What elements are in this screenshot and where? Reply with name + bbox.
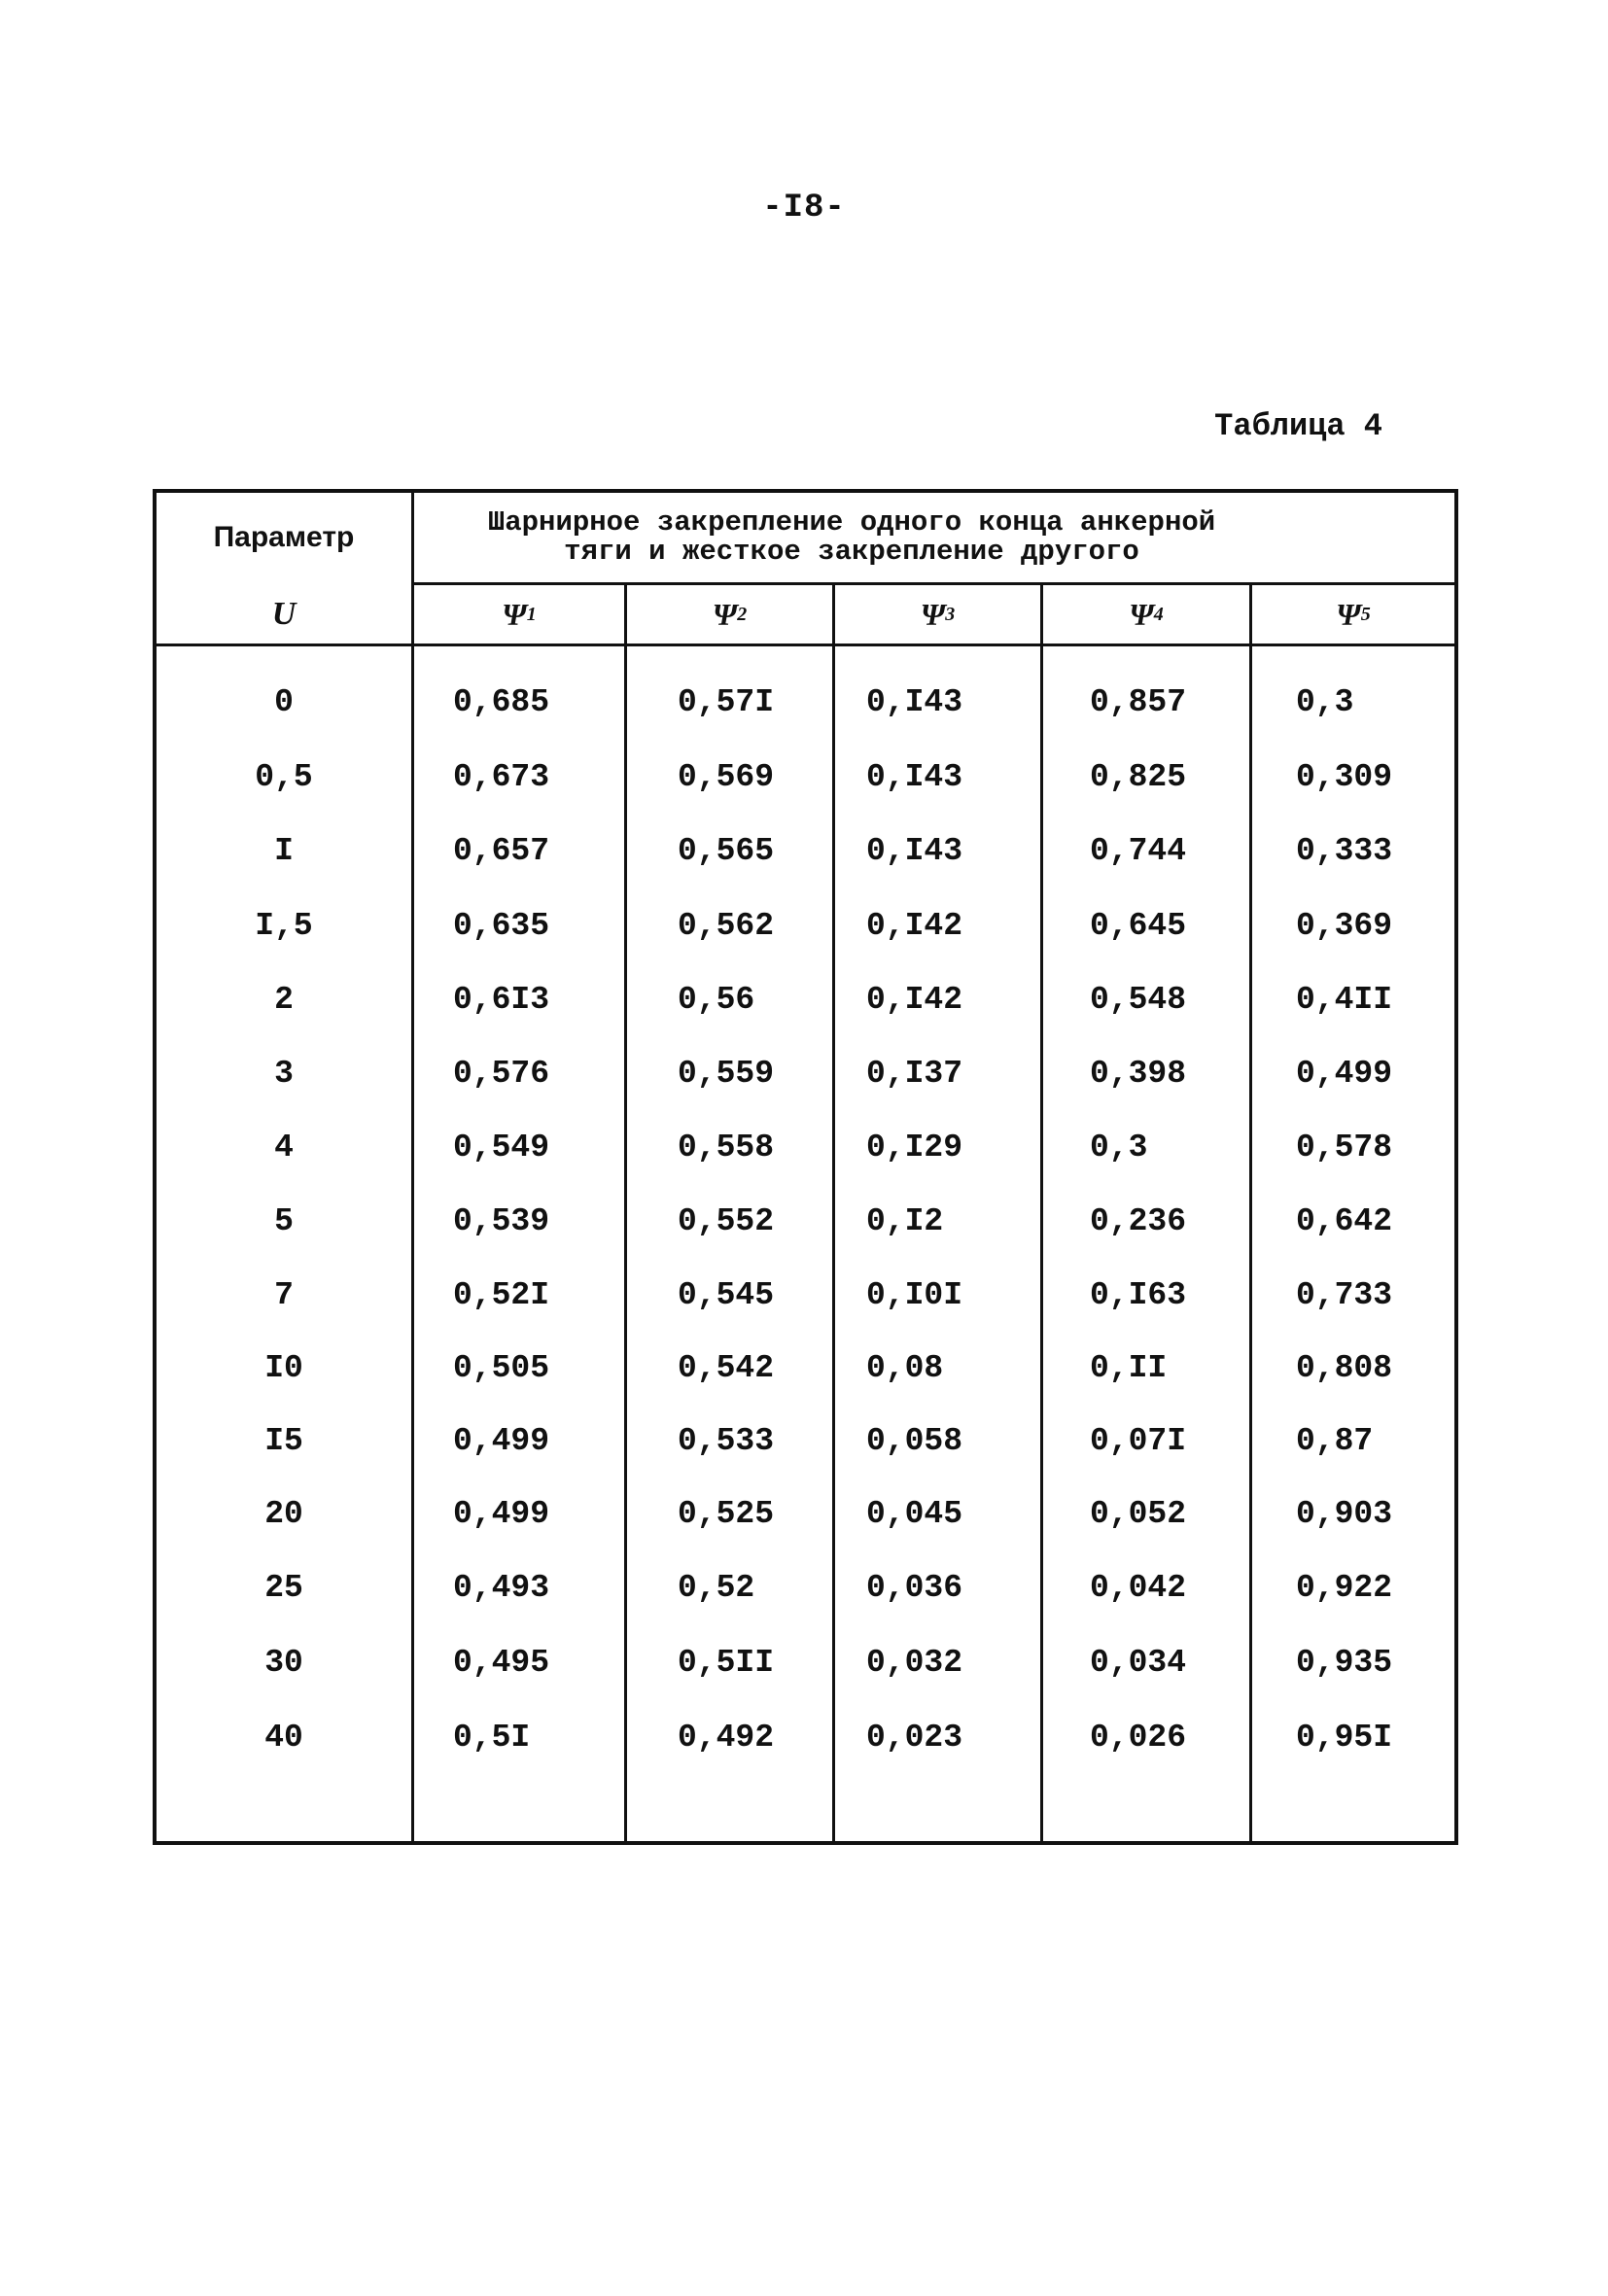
u-value: 5 (274, 1202, 294, 1239)
table-row (157, 1411, 1454, 1470)
psi3-value: 0,I43 (866, 758, 963, 795)
psi1-value: 0,539 (453, 1202, 550, 1239)
psi1-value: 0,493 (453, 1569, 550, 1606)
psi2-value: 0,492 (678, 1719, 775, 1756)
u-value: I (274, 832, 294, 869)
psi3-value: 0,I43 (866, 683, 963, 720)
psi4-value: 0,07I (1090, 1422, 1187, 1459)
table-row (157, 1339, 1454, 1397)
psi5-value: 0,369 (1296, 907, 1393, 944)
psi4-value: 0,548 (1090, 981, 1187, 1018)
group-header-line2: тяги и жесткое закрепление другого (564, 536, 1139, 568)
u-value: I5 (264, 1422, 303, 1459)
psi3-value: 0,I29 (866, 1129, 963, 1165)
psi4-value: 0,034 (1090, 1644, 1187, 1681)
psi4-value: 0,3 (1090, 1129, 1148, 1165)
table-row (157, 1044, 1454, 1102)
psi1-value: 0,5I (453, 1719, 531, 1756)
psi1-value: 0,685 (453, 683, 550, 720)
psi3-value: 0,I37 (866, 1055, 963, 1092)
group-header-line1: Шарнирное закрепление одного конца анкерной (487, 506, 1216, 539)
table-row (157, 748, 1454, 806)
u-value: 2 (274, 981, 294, 1018)
psi2-value: 0,559 (678, 1055, 775, 1092)
u-value: 3 (274, 1055, 294, 1092)
psi2-value: 0,565 (678, 832, 775, 869)
psi5-value: 0,922 (1296, 1569, 1393, 1606)
u-value: 25 (264, 1569, 303, 1606)
table-row (157, 1192, 1454, 1250)
psi1-value: 0,6I3 (453, 981, 550, 1018)
psi2-value: 0,56 (678, 981, 755, 1018)
psi5-value: 0,333 (1296, 832, 1393, 869)
page-number: -I8- (762, 190, 846, 226)
table-row (157, 896, 1454, 955)
psi1-value: 0,576 (453, 1055, 550, 1092)
psi3-value: 0,032 (866, 1644, 963, 1681)
u-value: 7 (274, 1276, 294, 1313)
psi2-value: 0,558 (678, 1129, 775, 1165)
u-value: I,5 (255, 907, 313, 944)
u-value: 4 (274, 1129, 294, 1165)
psi5-header: Ψ 5 (1336, 596, 1371, 632)
u-value: I0 (264, 1349, 303, 1386)
psi3-value: 0,I42 (866, 981, 963, 1018)
psi1-value: 0,495 (453, 1644, 550, 1681)
psi4-header: Ψ 4 (1129, 596, 1164, 632)
table-row (157, 1558, 1454, 1617)
table-row (157, 1633, 1454, 1691)
psi1-value: 0,657 (453, 832, 550, 869)
psi5-value: 0,3 (1296, 683, 1354, 720)
table-caption: Таблица 4 (1214, 408, 1382, 444)
psi5-value: 0,642 (1296, 1202, 1393, 1239)
psi2-value: 0,525 (678, 1495, 775, 1532)
psi1-value: 0,635 (453, 907, 550, 944)
u-value: 0,5 (255, 758, 313, 795)
psi5-value: 0,903 (1296, 1495, 1393, 1532)
u-value: 0 (274, 683, 294, 720)
psi5-value: 0,733 (1296, 1276, 1393, 1313)
psi1-value: 0,499 (453, 1495, 550, 1532)
table-row (157, 970, 1454, 1028)
psi2-value: 0,569 (678, 758, 775, 795)
psi5-value: 0,578 (1296, 1129, 1393, 1165)
psi2-value: 0,552 (678, 1202, 775, 1239)
psi4-value: 0,026 (1090, 1719, 1187, 1756)
u-value: 40 (264, 1719, 303, 1756)
psi2-value: 0,5II (678, 1644, 775, 1681)
data-table (153, 489, 1458, 1845)
psi2-header: Ψ 2 (712, 596, 748, 632)
header-bottom-line (157, 644, 1454, 646)
psi3-value: 0,08 (866, 1349, 944, 1386)
group-header (414, 493, 1454, 582)
psi3-value: 0,I0I (866, 1276, 963, 1313)
psi5-value: 0,309 (1296, 758, 1393, 795)
psi4-value: 0,II (1090, 1349, 1168, 1386)
psi5-value: 0,87 (1296, 1422, 1374, 1459)
psi3-value: 0,045 (866, 1495, 963, 1532)
psi4-value: 0,052 (1090, 1495, 1187, 1532)
u-value: 20 (264, 1495, 303, 1532)
table-row (157, 1118, 1454, 1176)
psi2-value: 0,52 (678, 1569, 755, 1606)
psi1-value: 0,499 (453, 1422, 550, 1459)
param-header: Параметр (213, 521, 355, 553)
psi2-value: 0,533 (678, 1422, 775, 1459)
psi4-value: 0,398 (1090, 1055, 1187, 1092)
psi5-value: 0,808 (1296, 1349, 1393, 1386)
table-row (157, 1266, 1454, 1324)
psi5-value: 0,935 (1296, 1644, 1393, 1681)
psi4-value: 0,I63 (1090, 1276, 1187, 1313)
table-row (157, 821, 1454, 880)
psi3-value: 0,I2 (866, 1202, 944, 1239)
psi1-value: 0,52I (453, 1276, 550, 1313)
u-header: U (271, 596, 297, 632)
psi4-value: 0,042 (1090, 1569, 1187, 1606)
psi4-value: 0,825 (1090, 758, 1187, 795)
table-row (157, 1708, 1454, 1766)
psi3-value: 0,036 (866, 1569, 963, 1606)
psi1-value: 0,673 (453, 758, 550, 795)
psi3-value: 0,058 (866, 1422, 963, 1459)
psi2-value: 0,562 (678, 907, 775, 944)
u-value: 30 (264, 1644, 303, 1681)
table-row (157, 673, 1454, 731)
psi4-value: 0,236 (1090, 1202, 1187, 1239)
psi5-value: 0,4II (1296, 981, 1393, 1018)
table-row (157, 1484, 1454, 1543)
psi3-value: 0,I42 (866, 907, 963, 944)
psi5-value: 0,499 (1296, 1055, 1393, 1092)
psi5-value: 0,95I (1296, 1719, 1393, 1756)
psi3-value: 0,I43 (866, 832, 963, 869)
psi1-header: Ψ 1 (502, 596, 537, 632)
psi2-value: 0,542 (678, 1349, 775, 1386)
psi2-value: 0,545 (678, 1276, 775, 1313)
psi4-value: 0,645 (1090, 907, 1187, 944)
psi2-value: 0,57I (678, 683, 775, 720)
psi3-value: 0,023 (866, 1719, 963, 1756)
psi1-value: 0,505 (453, 1349, 550, 1386)
psi4-value: 0,744 (1090, 832, 1187, 869)
psi3-header: Ψ 3 (920, 596, 956, 632)
psi4-value: 0,857 (1090, 683, 1187, 720)
psi1-value: 0,549 (453, 1129, 550, 1165)
